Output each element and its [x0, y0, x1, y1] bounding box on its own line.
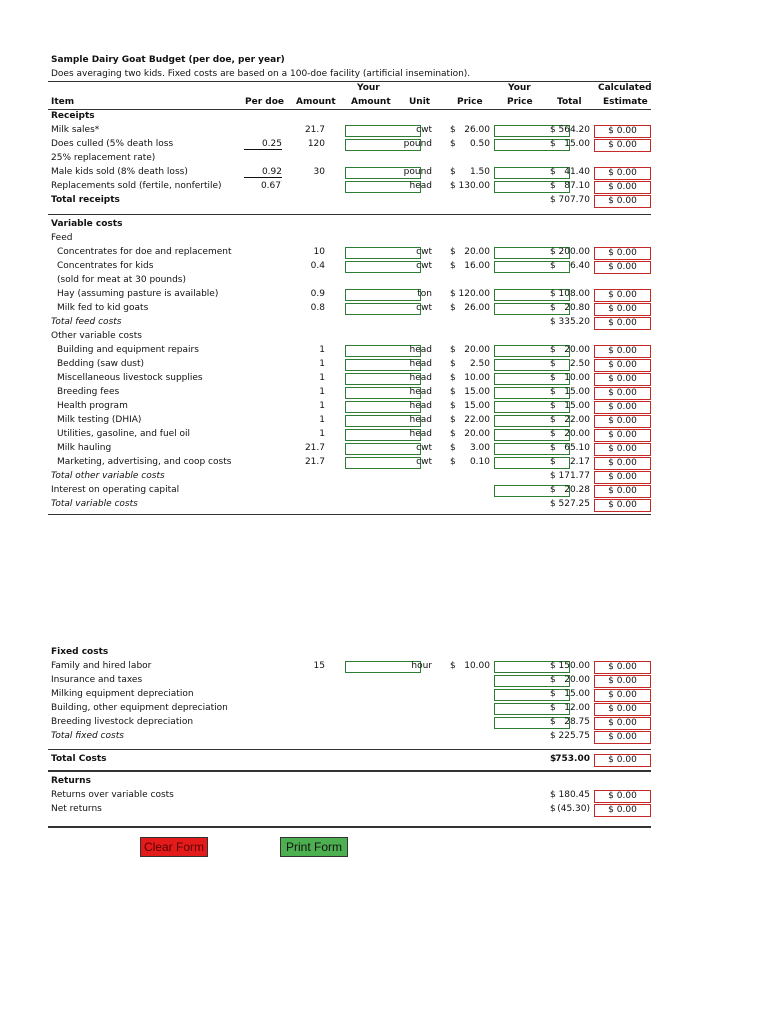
row-label: Hay (assuming pasture is available): [57, 289, 219, 299]
row-label: Health program: [57, 401, 128, 411]
total-value: 171.77: [558, 471, 590, 481]
table-row: [0, 456, 768, 470]
your-price-input[interactable]: [494, 429, 570, 441]
budget-title: Sample Dairy Goat Budget (per doe, per year): [51, 55, 285, 65]
amount-value: 0.4: [310, 261, 325, 271]
row-label: Family and hired labor: [51, 661, 152, 671]
header-top-rule: [48, 81, 651, 82]
your-price-input[interactable]: [494, 485, 570, 497]
price-currency: $: [450, 387, 456, 397]
table-row: [0, 660, 768, 674]
total-value: 564.20: [558, 125, 590, 135]
total-currency: $: [550, 754, 557, 764]
total-value: 150.00: [558, 661, 590, 671]
row-label: Total other variable costs: [51, 471, 165, 481]
table-row: [0, 470, 768, 484]
table-row: [0, 372, 768, 386]
row-label: Breeding livestock depreciation: [51, 717, 194, 727]
returns-divider: [48, 826, 651, 828]
total-currency: $: [550, 387, 556, 397]
table-row: [0, 688, 768, 702]
row-label: Miscellaneous livestock supplies: [57, 373, 203, 383]
calculated-estimate-field: $ 0.00: [594, 429, 651, 442]
your-price-input[interactable]: [494, 401, 570, 413]
price-currency: $: [450, 247, 456, 257]
table-row: [0, 124, 768, 138]
unit-value: head: [409, 181, 432, 191]
price-value: 26.00: [464, 303, 490, 313]
total-currency: $: [550, 457, 556, 467]
table-row: [0, 386, 768, 400]
price-currency: $: [450, 359, 456, 369]
calculated-estimate-field: $ 0.00: [594, 675, 651, 688]
price-value: 3.00: [469, 443, 490, 453]
row-label: Male kids sold (8% death loss): [51, 167, 188, 177]
table-row: [0, 414, 768, 428]
total-value: 28.75: [564, 717, 590, 727]
your-price-input[interactable]: [494, 359, 570, 371]
row-label: Receipts: [51, 111, 95, 121]
total-currency: $: [550, 401, 556, 411]
unit-value: pound: [403, 167, 432, 177]
total-currency: $: [550, 139, 556, 149]
price-currency: $: [450, 443, 456, 453]
total-currency: $: [550, 125, 556, 135]
total-currency: $: [550, 373, 556, 383]
price-currency: $: [450, 289, 456, 299]
amount-value: 0.9: [310, 289, 325, 299]
calculated-estimate-field: $ 0.00: [594, 373, 651, 386]
price-currency: $: [450, 345, 456, 355]
price-value: 22.00: [464, 415, 490, 425]
your-price-input[interactable]: [494, 167, 570, 179]
header-unit: Unit: [409, 97, 431, 107]
your-price-input[interactable]: [494, 675, 570, 687]
amount-value: 21.7: [304, 125, 325, 135]
calculated-estimate-field: $ 0.00: [594, 731, 651, 744]
budget-subtitle: Does averaging two kids. Fixed costs are based on a 100-doe facility (artificial insemination).: [51, 69, 471, 79]
header-your-amount: Amount: [351, 97, 391, 107]
total-value: 20.00: [564, 675, 590, 685]
total-currency: $: [550, 661, 556, 671]
table-row: [0, 730, 768, 744]
total-currency: $: [550, 499, 556, 509]
per-doe-value: 0.67: [260, 181, 281, 191]
price-value: 130.00: [458, 181, 490, 191]
table-row: [0, 358, 768, 372]
total-value: 15.00: [564, 689, 590, 699]
unit-value: ton: [417, 289, 432, 299]
total-currency: $: [550, 443, 556, 453]
row-label: Total feed costs: [51, 317, 122, 327]
calculated-estimate-field: $ 0.00: [594, 261, 651, 274]
total-currency: $: [550, 717, 556, 727]
row-label: Total fixed costs: [51, 731, 124, 741]
row-label: Interest on operating capital: [51, 485, 180, 495]
price-value: 15.00: [464, 387, 490, 397]
amount-value: 21.7: [304, 443, 325, 453]
row-label: Concentrates for doe and replacement: [57, 247, 232, 257]
header-your-price: Price: [507, 97, 533, 107]
total-value: 707.70: [558, 195, 590, 205]
table-row: [0, 246, 768, 260]
price-value: 0.10: [469, 457, 490, 467]
total-currency: $: [550, 415, 556, 425]
calculated-estimate-field: $ 0.00: [594, 703, 651, 716]
amount-value: 1: [319, 415, 325, 425]
table-row: [0, 803, 768, 817]
calculated-estimate-field: $ 0.00: [594, 139, 651, 152]
total-value: 2.17: [569, 457, 590, 467]
total-value: 65.10: [564, 443, 590, 453]
table-row: [0, 260, 768, 274]
row-label: Building, other equipment depreciation: [51, 703, 228, 713]
total-value: (45.30): [557, 804, 590, 814]
total-value: 15.00: [564, 401, 590, 411]
table-row: [0, 400, 768, 414]
your-price-input[interactable]: [494, 345, 570, 357]
unit-value: hour: [411, 661, 432, 671]
total-currency: $: [550, 703, 556, 713]
your-price-input[interactable]: [494, 387, 570, 399]
total-currency: $: [550, 804, 556, 814]
row-label: Insurance and taxes: [51, 675, 143, 685]
price-currency: $: [450, 139, 456, 149]
total-value: 15.00: [564, 139, 590, 149]
price-currency: $: [450, 181, 456, 191]
header-total: Total: [557, 97, 582, 107]
total-value: 10.00: [564, 373, 590, 383]
table-row: [0, 330, 768, 344]
calculated-estimate-field: $ 0.00: [594, 167, 651, 180]
table-row: [0, 498, 768, 512]
header-your-amount-top: Your: [357, 83, 380, 93]
total-currency: $: [550, 289, 556, 299]
price-value: 0.50: [469, 139, 490, 149]
calculated-estimate-field: $ 0.00: [594, 345, 651, 358]
amount-value: 30: [313, 167, 325, 177]
clear-form-button[interactable]: Clear Form: [140, 837, 208, 857]
calculated-estimate-field: $ 0.00: [594, 181, 651, 194]
table-row: [0, 138, 768, 152]
table-row: [0, 646, 768, 660]
your-price-input[interactable]: [494, 443, 570, 455]
table-row: [0, 428, 768, 442]
row-label: Breeding fees: [57, 387, 120, 397]
calculated-estimate-field: $ 0.00: [594, 485, 651, 498]
header-amount: Amount: [296, 97, 336, 107]
price-currency: $: [450, 303, 456, 313]
row-label: Fixed costs: [51, 647, 109, 657]
amount-value: 1: [319, 429, 325, 439]
row-label: 25% replacement rate): [51, 153, 156, 163]
total-value: 41.40: [564, 167, 590, 177]
total-currency: $: [550, 485, 556, 495]
total-value: 753.00: [555, 754, 590, 764]
your-price-input[interactable]: [494, 689, 570, 701]
price-value: 10.00: [464, 661, 490, 671]
price-currency: $: [450, 125, 456, 135]
price-currency: $: [450, 661, 456, 671]
total-value: 15.00: [564, 387, 590, 397]
total-currency: $: [550, 181, 556, 191]
variable-costs-divider: [48, 514, 651, 515]
table-row: [0, 218, 768, 232]
table-row: [0, 442, 768, 456]
calculated-estimate-field: $ 0.00: [594, 303, 651, 316]
table-row: [0, 166, 768, 180]
calculated-estimate-field: $ 0.00: [594, 289, 651, 302]
amount-value: 21.7: [304, 457, 325, 467]
table-row: [0, 152, 768, 166]
total-currency: $: [550, 261, 556, 271]
row-label: Does culled (5% death loss: [51, 139, 174, 149]
table-row: [0, 274, 768, 288]
calculated-estimate-field: $ 0.00: [594, 457, 651, 470]
row-label: Returns over variable costs: [51, 790, 174, 800]
price-value: 15.00: [464, 401, 490, 411]
header-estimate: Estimate: [603, 97, 648, 107]
unit-value: cwt: [416, 303, 432, 313]
row-label: Variable costs: [51, 219, 123, 229]
calculated-estimate-field: $ 0.00: [594, 661, 651, 674]
amount-value: 1: [319, 401, 325, 411]
row-label: (sold for meat at 30 pounds): [57, 275, 186, 285]
table-row: [0, 232, 768, 246]
total-currency: $: [550, 317, 556, 327]
unit-value: head: [409, 345, 432, 355]
price-currency: $: [450, 373, 456, 383]
calculated-estimate-field: $ 0.00: [594, 717, 651, 730]
calculated-estimate-field: $ 0.00: [594, 471, 651, 484]
table-row: [0, 484, 768, 498]
calculated-estimate-field: $ 0.00: [594, 359, 651, 372]
calculated-estimate-field: $ 0.00: [594, 415, 651, 428]
unit-value: head: [409, 387, 432, 397]
calculated-estimate-field: $ 0.00: [594, 754, 651, 767]
price-value: 1.50: [469, 167, 490, 177]
calculated-estimate-field: $ 0.00: [594, 499, 651, 512]
your-price-input[interactable]: [494, 181, 570, 193]
print-form-button[interactable]: Print Form: [280, 837, 348, 857]
row-label: Milking equipment depreciation: [51, 689, 194, 699]
unit-value: head: [409, 359, 432, 369]
calculated-estimate-field: $ 0.00: [594, 401, 651, 414]
header-calculated: Calculated: [598, 83, 652, 93]
table-row: [0, 288, 768, 302]
price-currency: $: [450, 457, 456, 467]
amount-value: 1: [319, 373, 325, 383]
price-value: 20.00: [464, 429, 490, 439]
total-currency: $: [550, 790, 556, 800]
table-row: [0, 702, 768, 716]
total-currency: $: [550, 345, 556, 355]
row-label: Marketing, advertising, and coop costs: [57, 457, 232, 467]
total-value: 20.28: [564, 485, 590, 495]
price-currency: $: [450, 429, 456, 439]
row-label: Other variable costs: [51, 331, 142, 341]
unit-value: cwt: [416, 443, 432, 453]
total-currency: $: [550, 471, 556, 481]
total-value: 527.25: [558, 499, 590, 509]
total-value: 87.10: [564, 181, 590, 191]
table-row: [0, 302, 768, 316]
total-value: 200.00: [558, 247, 590, 257]
your-price-input[interactable]: [494, 415, 570, 427]
row-label: Total receipts: [51, 195, 120, 205]
table-row: [0, 716, 768, 730]
calculated-estimate-field: $ 0.00: [594, 790, 651, 803]
your-price-input[interactable]: [494, 703, 570, 715]
fixed-costs-divider: [48, 749, 651, 750]
calculated-estimate-field: $ 0.00: [594, 387, 651, 400]
total-value: 22.00: [564, 415, 590, 425]
amount-value: 15: [313, 661, 325, 671]
total-value: 12.00: [564, 703, 590, 713]
total-currency: $: [550, 195, 556, 205]
table-row: [0, 110, 768, 124]
total-currency: $: [550, 675, 556, 685]
your-price-input[interactable]: [494, 373, 570, 385]
calculated-estimate-field: $ 0.00: [594, 317, 651, 330]
per-doe-value: 0.92: [244, 167, 282, 178]
unit-value: head: [409, 415, 432, 425]
header-your-price-top: Your: [508, 83, 531, 93]
row-label: Building and equipment repairs: [57, 345, 199, 355]
total-currency: $: [550, 167, 556, 177]
total-value: 20.00: [564, 429, 590, 439]
total-value: 2.50: [569, 359, 590, 369]
price-value: 20.00: [464, 247, 490, 257]
total-value: 335.20: [558, 317, 590, 327]
amount-value: 0.8: [310, 303, 325, 313]
price-value: 120.00: [458, 289, 490, 299]
total-costs-divider: [48, 770, 651, 772]
amount-value: 1: [319, 345, 325, 355]
row-label: Total variable costs: [51, 499, 138, 509]
calculated-estimate-field: $ 0.00: [594, 195, 651, 208]
calculated-estimate-field: $ 0.00: [594, 689, 651, 702]
your-price-input[interactable]: [494, 457, 570, 469]
your-price-input[interactable]: [494, 717, 570, 729]
header-price: Price: [457, 97, 483, 107]
price-currency: $: [450, 167, 456, 177]
unit-value: head: [409, 373, 432, 383]
row-label: Milk sales*: [51, 125, 100, 135]
total-value: 20.80: [564, 303, 590, 313]
amount-value: 120: [307, 139, 325, 149]
row-label: Concentrates for kids: [57, 261, 154, 271]
price-value: 2.50: [469, 359, 490, 369]
unit-value: cwt: [416, 125, 432, 135]
total-currency: $: [550, 247, 556, 257]
table-row: [0, 344, 768, 358]
your-price-input[interactable]: [494, 261, 570, 273]
calculated-estimate-field: $ 0.00: [594, 443, 651, 456]
calculated-estimate-field: $ 0.00: [594, 804, 651, 817]
total-currency: $: [550, 689, 556, 699]
total-currency: $: [550, 731, 556, 741]
receipts-divider: [48, 214, 651, 215]
total-currency: $: [550, 429, 556, 439]
row-label: Feed: [51, 233, 73, 243]
table-row: [0, 194, 768, 208]
total-value: 180.45: [558, 790, 590, 800]
row-label: Returns: [51, 776, 91, 786]
unit-value: cwt: [416, 261, 432, 271]
price-value: 16.00: [464, 261, 490, 271]
unit-value: pound: [403, 139, 432, 149]
total-currency: $: [550, 359, 556, 369]
row-label: Net returns: [51, 804, 102, 814]
table-row: [0, 789, 768, 803]
table-row: [0, 775, 768, 789]
calculated-estimate-field: $ 0.00: [594, 125, 651, 138]
total-value: 6.40: [569, 261, 590, 271]
price-value: 20.00: [464, 345, 490, 355]
your-price-input[interactable]: [494, 139, 570, 151]
row-label: Milk testing (DHIA): [57, 415, 142, 425]
amount-value: 1: [319, 359, 325, 369]
header-per-doe: Per doe: [245, 97, 285, 107]
row-label: Total Costs: [51, 754, 107, 764]
amount-value: 10: [313, 247, 325, 257]
total-value: 225.75: [558, 731, 590, 741]
row-label: Replacements sold (fertile, nonfertile): [51, 181, 222, 191]
table-row: [0, 316, 768, 330]
total-value: 108.00: [558, 289, 590, 299]
table-row: [0, 180, 768, 194]
table-row: [0, 674, 768, 688]
total-value: 20.00: [564, 345, 590, 355]
your-price-input[interactable]: [494, 303, 570, 315]
row-label: Milk hauling: [57, 443, 112, 453]
price-currency: $: [450, 415, 456, 425]
calculated-estimate-field: $ 0.00: [594, 247, 651, 260]
per-doe-value: 0.25: [244, 139, 282, 150]
unit-value: cwt: [416, 247, 432, 257]
unit-value: cwt: [416, 457, 432, 467]
row-label: Bedding (saw dust): [57, 359, 144, 369]
unit-value: head: [409, 401, 432, 411]
total-costs-row: [0, 753, 768, 767]
price-currency: $: [450, 261, 456, 271]
row-label: Utilities, gasoline, and fuel oil: [57, 429, 191, 439]
row-label: Milk fed to kid goats: [57, 303, 149, 313]
header-item: Item: [51, 97, 75, 107]
price-value: 26.00: [464, 125, 490, 135]
unit-value: head: [409, 429, 432, 439]
total-currency: $: [550, 303, 556, 313]
price-currency: $: [450, 401, 456, 411]
price-value: 10.00: [464, 373, 490, 383]
amount-value: 1: [319, 387, 325, 397]
